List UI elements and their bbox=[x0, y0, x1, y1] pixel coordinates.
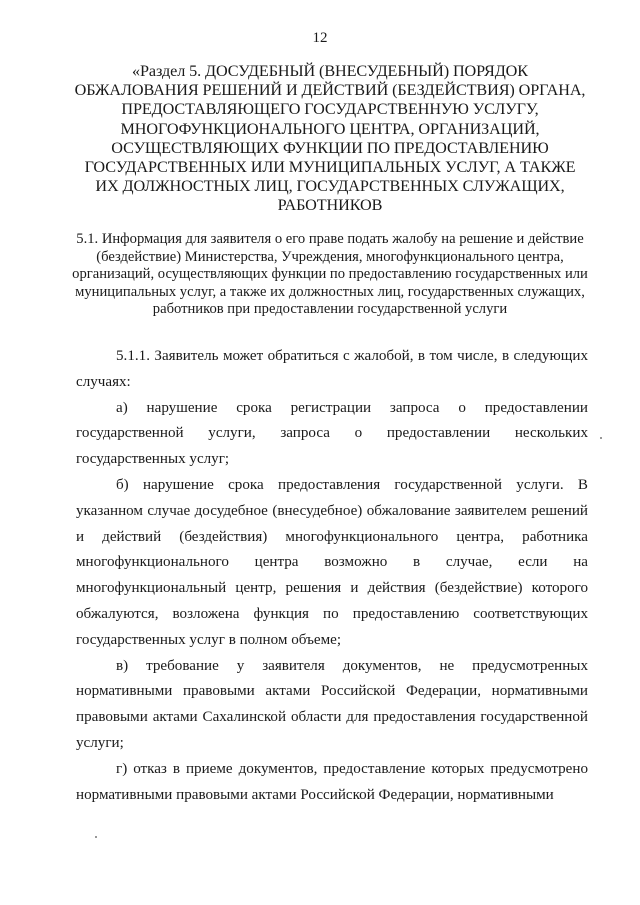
paragraph-item-v: в) требование у заявителя документов, не предусмотренных нормативными правовыми актами Российской Федерации, нормативными правовыми актами Сахалинской области для предоставления государственной услуги; bbox=[76, 657, 588, 751]
body-text bbox=[76, 344, 588, 808]
paragraph-item-g: г) отказ в приеме документов, предоставление которых предусмотрено нормативными правовыми актами Российской Федерации, нормативными bbox=[76, 760, 588, 803]
section-title: «Раздел 5. ДОСУДЕБНЫЙ (ВНЕСУДЕБНЫЙ) ПОРЯДОК ОБЖАЛОВАНИЯ РЕШЕНИЙ И ДЕЙСТВИЙ (БЕЗДЕЙСТВИЯ) ОРГАНА, ПРЕДОСТАВЛЯЮЩЕГО ГОСУДАРСТВЕННУЮ УСЛУГУ, МНОГОФУНКЦИОНАЛЬНОГО ЦЕНТРА, ОРГАНИЗАЦИЙ, ОСУЩЕСТВЛЯЮЩИХ ФУНКЦИИ ПО ПРЕДОСТАВЛЕНИЮ ГОСУДАРСТВЕННЫХ ИЛИ МУНИЦИПАЛЬНЫХ УСЛУГ, А ТАКЖЕ ИХ ДОЛЖНОСТНЫХ ЛИЦ, ГОСУДАРСТВЕННЫХ СЛУЖАЩИХ, РАБОТНИКОВ bbox=[74, 62, 586, 215]
paragraph-item-b: б) нарушение срока предоставления государственной услуги. В указанном случае досудебное (внесудебное) обжалование заявителем решений и действий (бездействия) многофункционального центра, работника многофункционального центра возможно в случае, если на многофункциональный центр, решения и действия (бездействие) которого обжалуются, возложена функция по предоставлению соответствующих государственных услуг в полном объеме; bbox=[76, 476, 588, 648]
subsection-title: 5.1. Информация для заявителя о его праве подать жалобу на решение и действие (бездействие) Министерства, Учреждения, многофункционального центра, организаций, осуществляющих функции по предоставлению государственных или муниципальных услуг, а также их должностных лиц, государственных служащих, работников при предоставлении государственной услуги bbox=[72, 231, 588, 317]
page-number: 12 bbox=[312, 30, 328, 46]
scan-speck bbox=[95, 836, 97, 838]
scan-speck bbox=[600, 437, 602, 439]
paragraph-5-1-1: 5.1.1. Заявитель может обратиться с жалобой, в том числе, в следующих случаях: bbox=[76, 348, 588, 390]
paragraph-item-a: а) нарушение срока регистрации запроса о предоставлении государственной услуги, запроса о предоставлении нескольких государственных услуг; bbox=[76, 399, 588, 468]
